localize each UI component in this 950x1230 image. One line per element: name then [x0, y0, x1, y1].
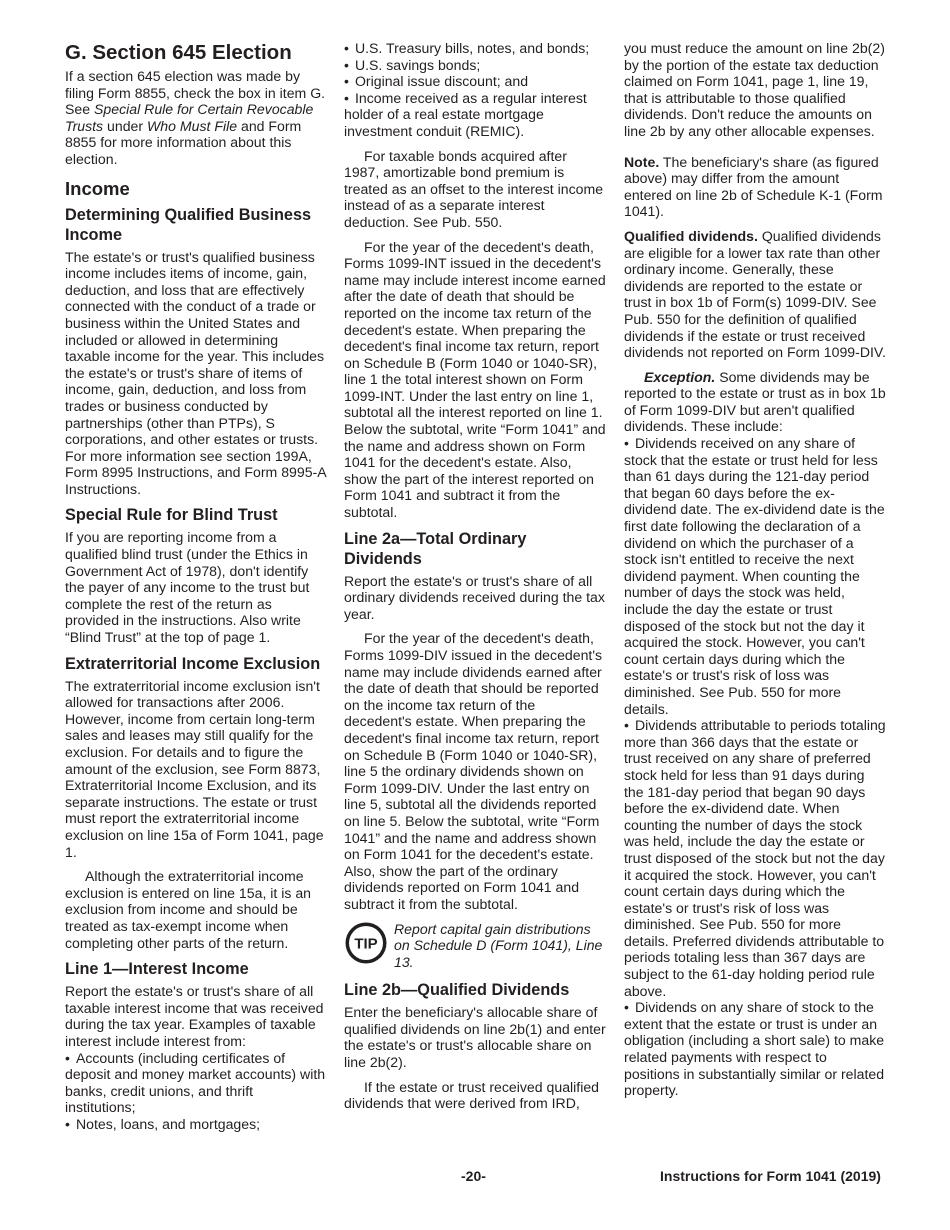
paragraph: The extraterritorial income exclusion isn't allowed for transactions after 2006. However, income from certain long-term sales and leases may still qualify for the exclusion. For details and to figure the amount of the exclusion, see Form 8873, Extraterritorial Income Exclusion, and its separate instructions. The estate or trust must report the extraterritorial income exclusion on line 15a of Form 1041, page 1. — [65, 677, 324, 860]
paragraph: Enter the beneficiary's allocable share of qualified dividends on line 2b(1) and enter the estate's or trust's allocable share on line 2b(2). — [344, 1004, 606, 1071]
section-heading: Income — [65, 177, 130, 199]
subsection-heading: Extraterritorial Income Exclusion — [65, 654, 321, 673]
list-item: • Income received as a regular interest holder of a real estate mortgage investment conduit (REMIC). — [344, 90, 606, 140]
paragraph: Report the estate's or trust's share of all taxable interest income that was received during the tax year. Examples of taxable interest include interest from: — [65, 983, 324, 1049]
bold-label: Qualified dividends. — [624, 227, 758, 244]
paragraph: Report the estate's or trust's share of all ordinary dividends received during the tax year. — [344, 572, 605, 622]
list-item: • U.S. savings bonds; — [344, 57, 606, 74]
note-label: Note. — [624, 153, 660, 170]
paragraph: The estate's or trust's qualified business income includes items of income, gain, deduction, and loss that are effectively connected with the conduct of a trade or business within the United States and included or allowed in determining taxable income for the year. This includes the estate's or trust's share of items of income, gain, deduction, and loss from trades or business conducted by partnerships (other than PTPs), S corporations, and other estates or trusts. For more information see section 199A, Form 8995 Instructions, and Form 8995-A Instructions. — [65, 248, 326, 497]
tip-callout — [344, 921, 606, 971]
tip-text: Report capital gain distributions on Schedule D (Form 1041), Line 13. — [394, 920, 603, 970]
paragraph — [624, 369, 886, 435]
list-item: • Original issue discount; and — [344, 73, 606, 90]
paragraph: For taxable bonds acquired after 1987, amortizable bond premium is treated as an offset to the interest income instead of as a separate interest deduction. See Pub. 550. — [344, 147, 604, 230]
subsection-heading: Determining Qualified Business Income — [65, 205, 312, 244]
list-item: • Accounts (including certificates of deposit and money market accounts) with banks, credit unions, and thrift institutions; — [65, 1050, 327, 1116]
text: under — [103, 117, 147, 134]
paragraph: If the estate or trust received qualified dividends that were derived from IRD, — [344, 1078, 600, 1112]
subsection-heading: Line 1—Interest Income — [65, 960, 249, 979]
text: and Form 8855 for more information about this election. — [65, 117, 302, 167]
italic-text: Special Rule for Certain Revocable Trusts — [65, 101, 314, 134]
italic-text: Who Must File — [147, 117, 238, 134]
bullet-list — [344, 40, 606, 140]
bullet-list — [624, 435, 886, 1099]
list-item: • U.S. Treasury bills, notes, and bonds; — [344, 40, 606, 57]
paragraph: you must reduce the amount on line 2b(2) by the portion of the estate tax deduction claimed on Form 1041, page 1, line 19, that is attributable to those qualified dividends. Don't reduce the amounts on line 2b by any other allocable expenses. — [624, 40, 885, 139]
list-item: • Notes, loans, and mortgages; — [65, 1116, 327, 1133]
paragraph — [65, 68, 327, 168]
subsection-heading: Line 2a—Total Ordinary Dividends — [344, 529, 527, 568]
paragraph: Although the extraterritorial income exclusion is entered on line 15a, it is an exclusion from income and should be treated as tax-exempt income when completing other parts of the return. — [65, 868, 312, 951]
text: Qualified dividends are eligible for a lower tax rate than other ordinary income. Generally, these dividends are reported to the estate or trust in box 1b of Form(s) 1099-DIV. See Pub. 550 for the definition of qualified dividends if the estate or trust received dividends not reported on Form 1099-DIV. — [624, 227, 886, 361]
list-item: • Dividends attributable to periods totaling more than 366 days that the estate or trust received on any share of preferred stock held for less than 91 days during the 181-day period that began 90 days before the ex-dividend date. When counting the number of days the stock was held, include the day the estate or trust disposed of the stock but not the day it acquired the stock. However, you can't count certain days during which the estate's or trust's risk of loss was diminished. See Pub. 550 for more details. Preferred dividends attributable to periods totaling less than 367 days are subject to the 61-day holding period rule above. — [624, 717, 886, 999]
note-paragraph — [624, 154, 886, 220]
paragraph: For the year of the decedent's death, Forms 1099-INT issued in the decedent's name may include interest income earned after the date of death that should be reported on the income tax return of the decedent's estate. When preparing the decedent's final income tax return, report on Schedule B (Form 1040 or 1040-SR), line 1 the total interest shown on Form 1099-INT. Under the last entry on line 1, subtotal all the interest reported on line 1. Below the subtotal, write “Form 1041” and the name and address shown on Form 1041 for the decedent's estate. Also, show the part of the interest reported on Form 1041 and subtract it from the subtotal. — [344, 238, 606, 521]
column-1 — [65, 40, 327, 1140]
paragraph: For the year of the decedent's death, Forms 1099-DIV issued in the decedent's name may include dividends earned after the date of death that should be reported on the income tax return of the decedent's estate. When preparing the decedent's final income tax return, report on Schedule B (Form 1040 or 1040-SR), line 5 the ordinary dividends shown on Form 1099-DIV. Under the last entry on line 5, subtotal all the dividends reported on line 5. Below the subtotal, write “Form 1041” and the name and address shown on Form 1041 for the decedent's estate. Also, show the part of the ordinary dividends reported on Form 1041 and subtract it from the subtotal. — [344, 630, 603, 912]
bullet-list — [65, 1050, 327, 1133]
bold-italic-label: Exception. — [644, 368, 716, 385]
footer-title: Instructions for Form 1041 (2019) — [660, 1168, 881, 1184]
tip-icon — [344, 921, 388, 965]
page-number: -20- — [461, 1168, 486, 1184]
subsection-heading: Line 2b—Qualified Dividends — [344, 981, 570, 1000]
text: If a section 645 election was made by filing Form 8855, check the box in item G. See — [65, 68, 326, 118]
section-heading: G. Section 645 Election — [65, 41, 292, 64]
subsection-heading: Special Rule for Blind Trust — [65, 506, 278, 525]
tip-label: TIP — [354, 935, 378, 952]
paragraph — [624, 228, 886, 361]
text: The beneficiary's share (as figured above) may differ from the amount entered on line 2b of Schedule K-1 (Form 1041). — [624, 153, 883, 220]
list-item: • Dividends on any share of stock to the extent that the estate or trust is under an obligation (including a short sale) to make related payments with respect to positions in substantially similar or related property. — [624, 999, 886, 1099]
text: Some dividends may be reported to the estate or trust as in box 1b of Form 1099-DIV but aren't qualified dividends. These include: — [624, 368, 886, 435]
column-2 — [344, 40, 606, 1120]
column-3 — [624, 40, 886, 1107]
paragraph: If you are reporting income from a qualified blind trust (under the Ethics in Government Act of 1978), don't identify the payer of any income to the trust but complete the rest of the return as provided in the instructions. Also write “Blind Trust” at the top of page 1. — [65, 529, 310, 646]
list-item: • Dividends received on any share of stock that the estate or trust held for less than 61 days during the 121-day period that began 60 days before the ex-dividend date. The ex-dividend date is the first date following the declaration of a dividend on which the purchaser of a stock isn't entitled to receive the next dividend payment. When counting the number of days the stock was held, include the day the estate or trust disposed of the stock but not the day it acquired the stock. However, you can't count certain days during which the estate's or trust's risk of loss was diminished. See Pub. 550 for more details. — [624, 435, 886, 717]
